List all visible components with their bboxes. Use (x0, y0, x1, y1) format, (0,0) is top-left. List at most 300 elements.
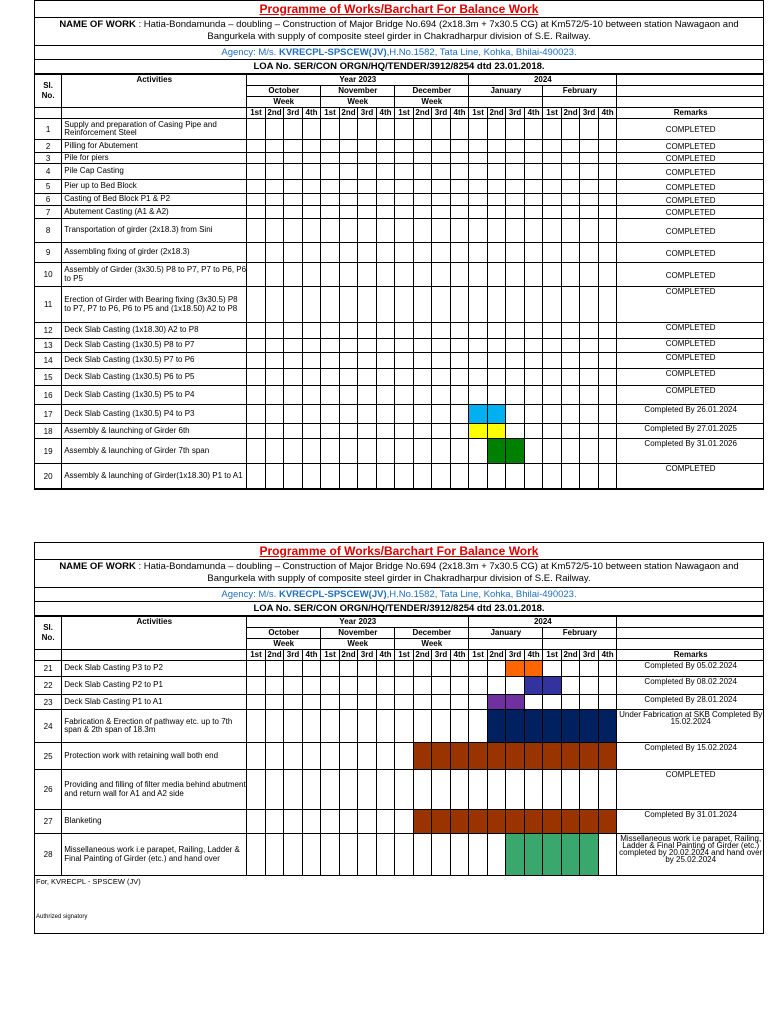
remarks-cell: COMPLETED (617, 339, 764, 353)
week-cell (265, 424, 284, 439)
week-cell (395, 405, 414, 424)
week-cell (302, 464, 321, 489)
week-cell (247, 439, 266, 464)
week-number: 1st (321, 108, 340, 119)
week-number: 1st (247, 650, 266, 661)
sl-no-cell: 16 (35, 386, 62, 405)
week-cell (376, 405, 395, 424)
week-cell (339, 353, 358, 369)
week-number: 3rd (358, 650, 377, 661)
gantt-bar-cell (432, 810, 451, 834)
week-label: Week (247, 97, 321, 108)
week-cell (265, 353, 284, 369)
month-header: October (247, 628, 321, 639)
week-cell (302, 140, 321, 153)
week-cell (487, 119, 506, 140)
week-cell (265, 153, 284, 164)
week-cell (247, 353, 266, 369)
week-cell (561, 439, 580, 464)
week-cell (413, 263, 432, 287)
sl-no-cell: 8 (35, 219, 62, 243)
week-cell (450, 323, 469, 339)
activity-cell: Assembly & launching of Girder 6th (62, 424, 247, 439)
week-cell (321, 770, 340, 810)
week-cell (413, 439, 432, 464)
gantt-bar-cell (469, 810, 488, 834)
week-cell (376, 834, 395, 876)
gantt-bar-cell (598, 710, 617, 743)
footer-signatory: Authrized signatory (36, 914, 88, 920)
week-cell (561, 287, 580, 323)
week-cell (265, 263, 284, 287)
activity-cell: Missellaneous work i.e parapet, Railing, Ladder & Final Painting of Girder (etc.) and hand over (62, 834, 247, 876)
week-cell (321, 194, 340, 206)
week-cell (580, 695, 599, 710)
week-cell (321, 810, 340, 834)
activity-row (35, 439, 764, 464)
remarks-cell: Completed By 31.01.2026 (617, 439, 764, 464)
week-cell (284, 439, 303, 464)
week-cell (395, 263, 414, 287)
week-cell (284, 770, 303, 810)
week-cell (284, 834, 303, 876)
week-cell (432, 424, 451, 439)
week-cell (302, 263, 321, 287)
week-label-empty (543, 97, 617, 108)
week-number-row (35, 108, 764, 119)
activity-row (35, 695, 764, 710)
week-cell (469, 263, 488, 287)
week-cell (358, 263, 377, 287)
week-cell (339, 695, 358, 710)
week-cell (450, 770, 469, 810)
week-cell (376, 263, 395, 287)
week-cell (339, 287, 358, 323)
week-number: 4th (376, 108, 395, 119)
week-cell (358, 810, 377, 834)
week-cell (247, 677, 266, 695)
week-number: 3rd (284, 650, 303, 661)
week-cell (265, 464, 284, 489)
week-cell (321, 140, 340, 153)
week-cell (339, 263, 358, 287)
week-cell (247, 695, 266, 710)
week-cell (543, 424, 562, 439)
week-cell (469, 164, 488, 180)
week-cell (598, 834, 617, 876)
week-cell (284, 695, 303, 710)
week-cell (506, 287, 525, 323)
week-cell (432, 386, 451, 405)
week-cell (561, 677, 580, 695)
gantt-bar-cell (469, 424, 488, 439)
gantt-bar-cell (580, 743, 599, 770)
week-cell (247, 323, 266, 339)
activity-row (35, 287, 764, 323)
gantt-bar-cell (524, 677, 543, 695)
sl-no-cell: 3 (35, 153, 62, 164)
gantt-bar-cell (543, 677, 562, 695)
activity-cell: Assembly & launching of Girder(1x18.30) P1 to A1 (62, 464, 247, 489)
week-number: 4th (598, 108, 617, 119)
barchart-table-2 (35, 616, 764, 876)
week-cell (543, 386, 562, 405)
week-cell (376, 206, 395, 219)
week-cell (358, 140, 377, 153)
week-cell (302, 677, 321, 695)
week-cell (432, 194, 451, 206)
week-cell (413, 164, 432, 180)
week-cell (247, 119, 266, 140)
week-cell (598, 219, 617, 243)
remarks-cell: COMPLETED (617, 153, 764, 164)
gantt-bar-cell (487, 439, 506, 464)
week-cell (450, 464, 469, 489)
week-cell (506, 194, 525, 206)
week-cell (265, 180, 284, 194)
activity-cell: Abutement Casting (A1 & A2) (62, 206, 247, 219)
month-header: December (395, 86, 469, 97)
remarks-cell: COMPLETED (617, 323, 764, 339)
week-cell (543, 339, 562, 353)
activity-cell: Deck Slab Casting (1x30.5) P7 to P6 (62, 353, 247, 369)
week-cell (598, 464, 617, 489)
week-cell (469, 194, 488, 206)
week-cell (450, 287, 469, 323)
remarks-cell: COMPLETED (617, 194, 764, 206)
week-cell (358, 339, 377, 353)
week-cell (432, 353, 451, 369)
blank-header (617, 617, 764, 628)
activity-row (35, 140, 764, 153)
week-number: 3rd (432, 650, 451, 661)
week-cell (524, 695, 543, 710)
week-cell (580, 243, 599, 263)
week-cell (265, 695, 284, 710)
week-cell (247, 180, 266, 194)
week-cell (321, 710, 340, 743)
week-cell (543, 369, 562, 386)
week-number: 1st (469, 108, 488, 119)
week-cell (469, 206, 488, 219)
week-number: 2nd (339, 650, 358, 661)
week-cell (432, 770, 451, 810)
week-cell (543, 153, 562, 164)
week-cell (413, 834, 432, 876)
week-cell (432, 140, 451, 153)
week-cell (395, 323, 414, 339)
week-cell (487, 339, 506, 353)
sl-no-cell: 4 (35, 164, 62, 180)
activity-row (35, 353, 764, 369)
week-cell (265, 164, 284, 180)
week-cell (376, 287, 395, 323)
agency-address: ,H.No.1582, Tata Line, Kohka, Bhilai-490023. (386, 47, 577, 58)
week-cell (580, 287, 599, 323)
week-cell (247, 153, 266, 164)
remarks-cell: COMPLETED (617, 369, 764, 386)
week-cell (543, 323, 562, 339)
week-cell (321, 263, 340, 287)
blank-header (617, 97, 764, 108)
week-cell (358, 710, 377, 743)
week-cell (395, 810, 414, 834)
activity-row (35, 834, 764, 876)
week-cell (580, 353, 599, 369)
week-number: 4th (524, 650, 543, 661)
gantt-bar-cell (524, 710, 543, 743)
week-cell (321, 424, 340, 439)
week-cell (543, 243, 562, 263)
week-cell (487, 194, 506, 206)
week-cell (506, 243, 525, 263)
week-cell (469, 339, 488, 353)
month-header: October (247, 86, 321, 97)
week-cell (247, 140, 266, 153)
activity-cell: Deck Slab Casting (1x30.5) P5 to P4 (62, 386, 247, 405)
week-cell (487, 243, 506, 263)
activity-cell: Supply and preparation of Casing Pipe and Reinforcement Steel (62, 119, 247, 140)
week-cell (284, 206, 303, 219)
sl-no-cell: 26 (35, 770, 62, 810)
week-cell (321, 164, 340, 180)
week-cell (543, 770, 562, 810)
week-cell (580, 263, 599, 287)
week-cell (339, 119, 358, 140)
week-cell (265, 677, 284, 695)
week-cell (432, 339, 451, 353)
gantt-bar-cell (487, 405, 506, 424)
week-cell (469, 153, 488, 164)
week-cell (358, 661, 377, 677)
week-cell (506, 405, 525, 424)
week-cell (543, 219, 562, 243)
week-cell (524, 770, 543, 810)
gantt-bar-cell (524, 834, 543, 876)
week-cell (543, 439, 562, 464)
activity-row (35, 661, 764, 677)
week-cell (247, 710, 266, 743)
week-cell (543, 119, 562, 140)
week-cell (265, 140, 284, 153)
week-cell (543, 353, 562, 369)
gantt-bar-cell (598, 743, 617, 770)
week-cell (469, 386, 488, 405)
gantt-bar-cell (506, 834, 525, 876)
week-cell (487, 677, 506, 695)
week-cell (487, 263, 506, 287)
footer (35, 876, 763, 933)
week-cell (302, 661, 321, 677)
week-cell (358, 464, 377, 489)
week-cell (598, 287, 617, 323)
activity-cell: Pile for piers (62, 153, 247, 164)
week-cell (413, 405, 432, 424)
week-cell (413, 180, 432, 194)
week-cell (413, 386, 432, 405)
sl-no-cell: 13 (35, 339, 62, 353)
activity-row (35, 743, 764, 770)
week-cell (524, 194, 543, 206)
week-cell (265, 386, 284, 405)
week-cell (432, 405, 451, 424)
week-cell (432, 834, 451, 876)
month-header: November (321, 628, 395, 639)
week-cell (561, 263, 580, 287)
week-cell (321, 661, 340, 677)
week-cell (580, 219, 599, 243)
week-cell (302, 770, 321, 810)
week-cell (321, 439, 340, 464)
remarks-cell: COMPLETED (617, 464, 764, 489)
blank-header (35, 650, 62, 661)
week-cell (450, 405, 469, 424)
week-cell (580, 164, 599, 180)
week-cell (413, 206, 432, 219)
week-cell (561, 369, 580, 386)
week-cell (284, 710, 303, 743)
week-cell (561, 405, 580, 424)
week-cell (247, 194, 266, 206)
week-cell (376, 140, 395, 153)
week-cell (302, 164, 321, 180)
week-cell (561, 695, 580, 710)
week-cell (413, 323, 432, 339)
week-cell (469, 695, 488, 710)
week-cell (265, 439, 284, 464)
activity-cell: Assembling fixing of girder (2x18.3) (62, 243, 247, 263)
week-cell (284, 263, 303, 287)
week-cell (358, 323, 377, 339)
week-cell (395, 194, 414, 206)
activity-cell: Providing and filling of filter media behind abutment and return wall for A1 and A2 side (62, 770, 247, 810)
sheet-title: Programme of Works/Barchart For Balance Work (35, 1, 763, 18)
week-cell (284, 219, 303, 243)
week-cell (358, 369, 377, 386)
week-cell (247, 339, 266, 353)
week-cell (395, 770, 414, 810)
week-cell (413, 119, 432, 140)
year-header-row (35, 75, 764, 86)
blank-header (617, 75, 764, 86)
remarks-cell: COMPLETED (617, 353, 764, 369)
week-cell (395, 710, 414, 743)
loa-line: LOA No. SER/CON ORGN/HQ/TENDER/3912/8254 dtd 23.01.2018. (35, 602, 763, 616)
week-number: 1st (469, 650, 488, 661)
week-cell (487, 353, 506, 369)
month-header: January (469, 86, 543, 97)
week-cell (506, 353, 525, 369)
remarks-cell: Completed By 27.01.2025 (617, 424, 764, 439)
week-cell (598, 140, 617, 153)
week-cell (506, 164, 525, 180)
week-cell (561, 770, 580, 810)
gantt-bar-cell (543, 810, 562, 834)
activity-row (35, 206, 764, 219)
week-cell (265, 119, 284, 140)
week-cell (376, 119, 395, 140)
week-number: 3rd (284, 108, 303, 119)
week-cell (284, 153, 303, 164)
week-cell (339, 743, 358, 770)
week-cell (302, 243, 321, 263)
week-cell (321, 339, 340, 353)
month-header: February (543, 86, 617, 97)
sl-no-cell: 24 (35, 710, 62, 743)
week-cell (561, 153, 580, 164)
week-cell (302, 287, 321, 323)
week-cell (376, 369, 395, 386)
remarks-cell: COMPLETED (617, 219, 764, 243)
gantt-bar-cell (524, 810, 543, 834)
week-cell (432, 710, 451, 743)
week-cell (339, 677, 358, 695)
agency-prefix: Agency: M/s. (221, 589, 279, 600)
week-cell (524, 164, 543, 180)
sl-no-cell: 5 (35, 180, 62, 194)
sl-no-cell: 27 (35, 810, 62, 834)
week-cell (358, 194, 377, 206)
week-cell (339, 834, 358, 876)
week-cell (487, 834, 506, 876)
week-cell (598, 243, 617, 263)
week-cell (302, 180, 321, 194)
week-cell (395, 180, 414, 194)
week-cell (598, 119, 617, 140)
week-cell (284, 339, 303, 353)
week-cell (506, 770, 525, 810)
activity-row (35, 164, 764, 180)
week-cell (561, 164, 580, 180)
barchart-sheet-1 (34, 0, 764, 490)
week-cell (580, 180, 599, 194)
week-cell (339, 219, 358, 243)
week-cell (247, 661, 266, 677)
week-cell (450, 119, 469, 140)
week-cell (598, 677, 617, 695)
week-cell (247, 386, 266, 405)
week-cell (265, 834, 284, 876)
week-cell (339, 424, 358, 439)
week-cell (487, 206, 506, 219)
week-cell (339, 405, 358, 424)
gantt-bar-cell (487, 424, 506, 439)
week-cell (376, 710, 395, 743)
week-cell (339, 464, 358, 489)
week-cell (358, 353, 377, 369)
week-cell (506, 263, 525, 287)
week-cell (524, 219, 543, 243)
week-cell (358, 695, 377, 710)
week-cell (395, 439, 414, 464)
name-of-work-label: NAME OF WORK (59, 19, 136, 30)
week-cell (376, 677, 395, 695)
week-cell (524, 386, 543, 405)
activity-row (35, 119, 764, 140)
week-cell (450, 140, 469, 153)
week-cell (524, 323, 543, 339)
week-number-row (35, 650, 764, 661)
activity-cell: Transportation of girder (2x18.3) from Sini (62, 219, 247, 243)
week-cell (321, 206, 340, 219)
week-cell (598, 194, 617, 206)
week-cell (543, 140, 562, 153)
blank-header (62, 650, 247, 661)
gantt-bar-cell (543, 834, 562, 876)
week-cell (358, 424, 377, 439)
week-cell (284, 164, 303, 180)
remarks-header: Remarks (617, 650, 764, 661)
